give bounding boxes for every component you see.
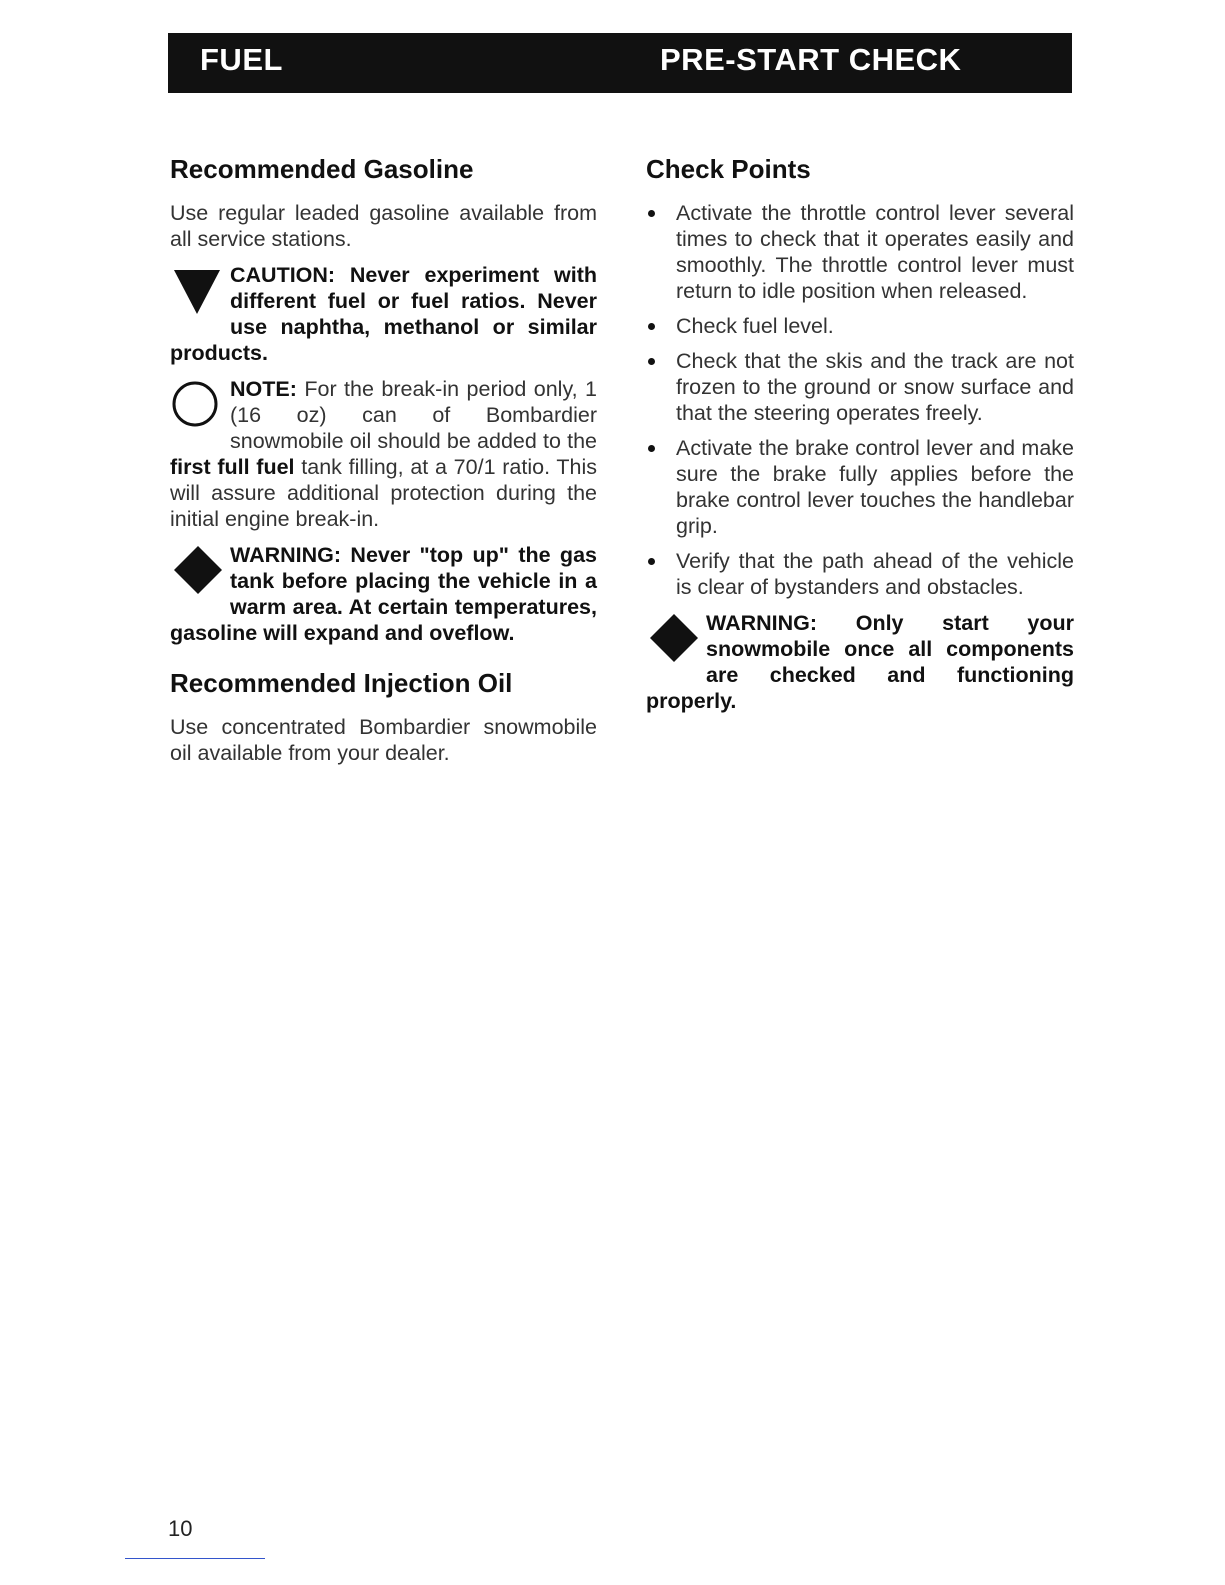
injection-oil-heading: Recommended Injection Oil bbox=[170, 668, 513, 698]
left-column bbox=[170, 150, 597, 766]
note-text-bold: first full fuel bbox=[170, 455, 295, 479]
check-item-text: Check fuel level. bbox=[676, 314, 834, 338]
caution-text: CAUTION: Never experiment with different fuel or fuel ratios. Never use naphtha, methanol or similar products. bbox=[170, 263, 597, 365]
list-item bbox=[646, 435, 1074, 539]
list-item bbox=[646, 313, 1074, 339]
bullet-icon bbox=[648, 210, 655, 217]
note-text-part2: tank filling, at a 70/1 ratio. This will assure additional protection during the initial engine break-in. bbox=[170, 455, 597, 531]
check-item-text: Activate the brake control lever and make sure the brake fully applies before the brake control lever touches the handlebar grip. bbox=[676, 436, 1074, 538]
note-notice bbox=[170, 376, 597, 532]
check-item-text: Verify that the path ahead of the vehicle is clear of bystanders and obstacles. bbox=[676, 549, 1074, 599]
caution-triangle-icon bbox=[170, 264, 230, 316]
list-item bbox=[646, 348, 1074, 426]
check-points-heading: Check Points bbox=[646, 154, 811, 184]
start-warning-notice bbox=[646, 610, 1074, 714]
check-points-list bbox=[646, 200, 1074, 600]
bullet-icon bbox=[648, 445, 655, 452]
right-column bbox=[646, 150, 1074, 714]
check-item-text: Check that the skis and the track are not frozen to the ground or snow surface and that the steering operates freely. bbox=[676, 349, 1074, 425]
bullet-icon bbox=[648, 323, 655, 330]
injection-oil-section bbox=[170, 664, 597, 766]
footer-rule bbox=[125, 1558, 265, 1559]
note-circle-icon bbox=[170, 378, 230, 430]
check-item-text: Activate the throttle control lever several times to check that it operates easily and smoothly. The throttle control lever must return to idle position when released. bbox=[676, 201, 1074, 303]
header-right-title: PRE-START CHECK bbox=[660, 42, 962, 77]
warning-diamond-icon bbox=[646, 612, 706, 664]
list-item bbox=[646, 200, 1074, 304]
warning-diamond-icon bbox=[170, 544, 230, 596]
injection-oil-text: Use concentrated Bombardier snowmobile oil available from your dealer. bbox=[170, 715, 597, 765]
bullet-icon bbox=[648, 558, 655, 565]
note-text bbox=[170, 376, 597, 532]
list-item bbox=[646, 548, 1074, 600]
start-warning-text: WARNING: Only start your snowmobile once all components are checked and functioning properly. bbox=[646, 611, 1074, 713]
gasoline-text: Use regular leaded gasoline available from all service stations. bbox=[170, 201, 597, 251]
warning-text: WARNING: Never "top up" the gas tank before placing the vehicle in a warm area. At certain temperatures, gasoline will expand and oveflow. bbox=[170, 543, 597, 645]
header-bar bbox=[168, 33, 1072, 93]
caution-notice bbox=[170, 262, 597, 366]
page-number: 10 bbox=[168, 1516, 193, 1541]
note-text-part1: For the break-in period only, 1 (16 oz) can of Bombardier snowmobile oil should be added to the bbox=[230, 377, 597, 453]
warning-notice bbox=[170, 542, 597, 646]
gasoline-heading: Recommended Gasoline bbox=[170, 154, 474, 184]
header-left-title: FUEL bbox=[200, 42, 283, 77]
bullet-icon bbox=[648, 358, 655, 365]
note-label: NOTE: bbox=[230, 377, 297, 401]
